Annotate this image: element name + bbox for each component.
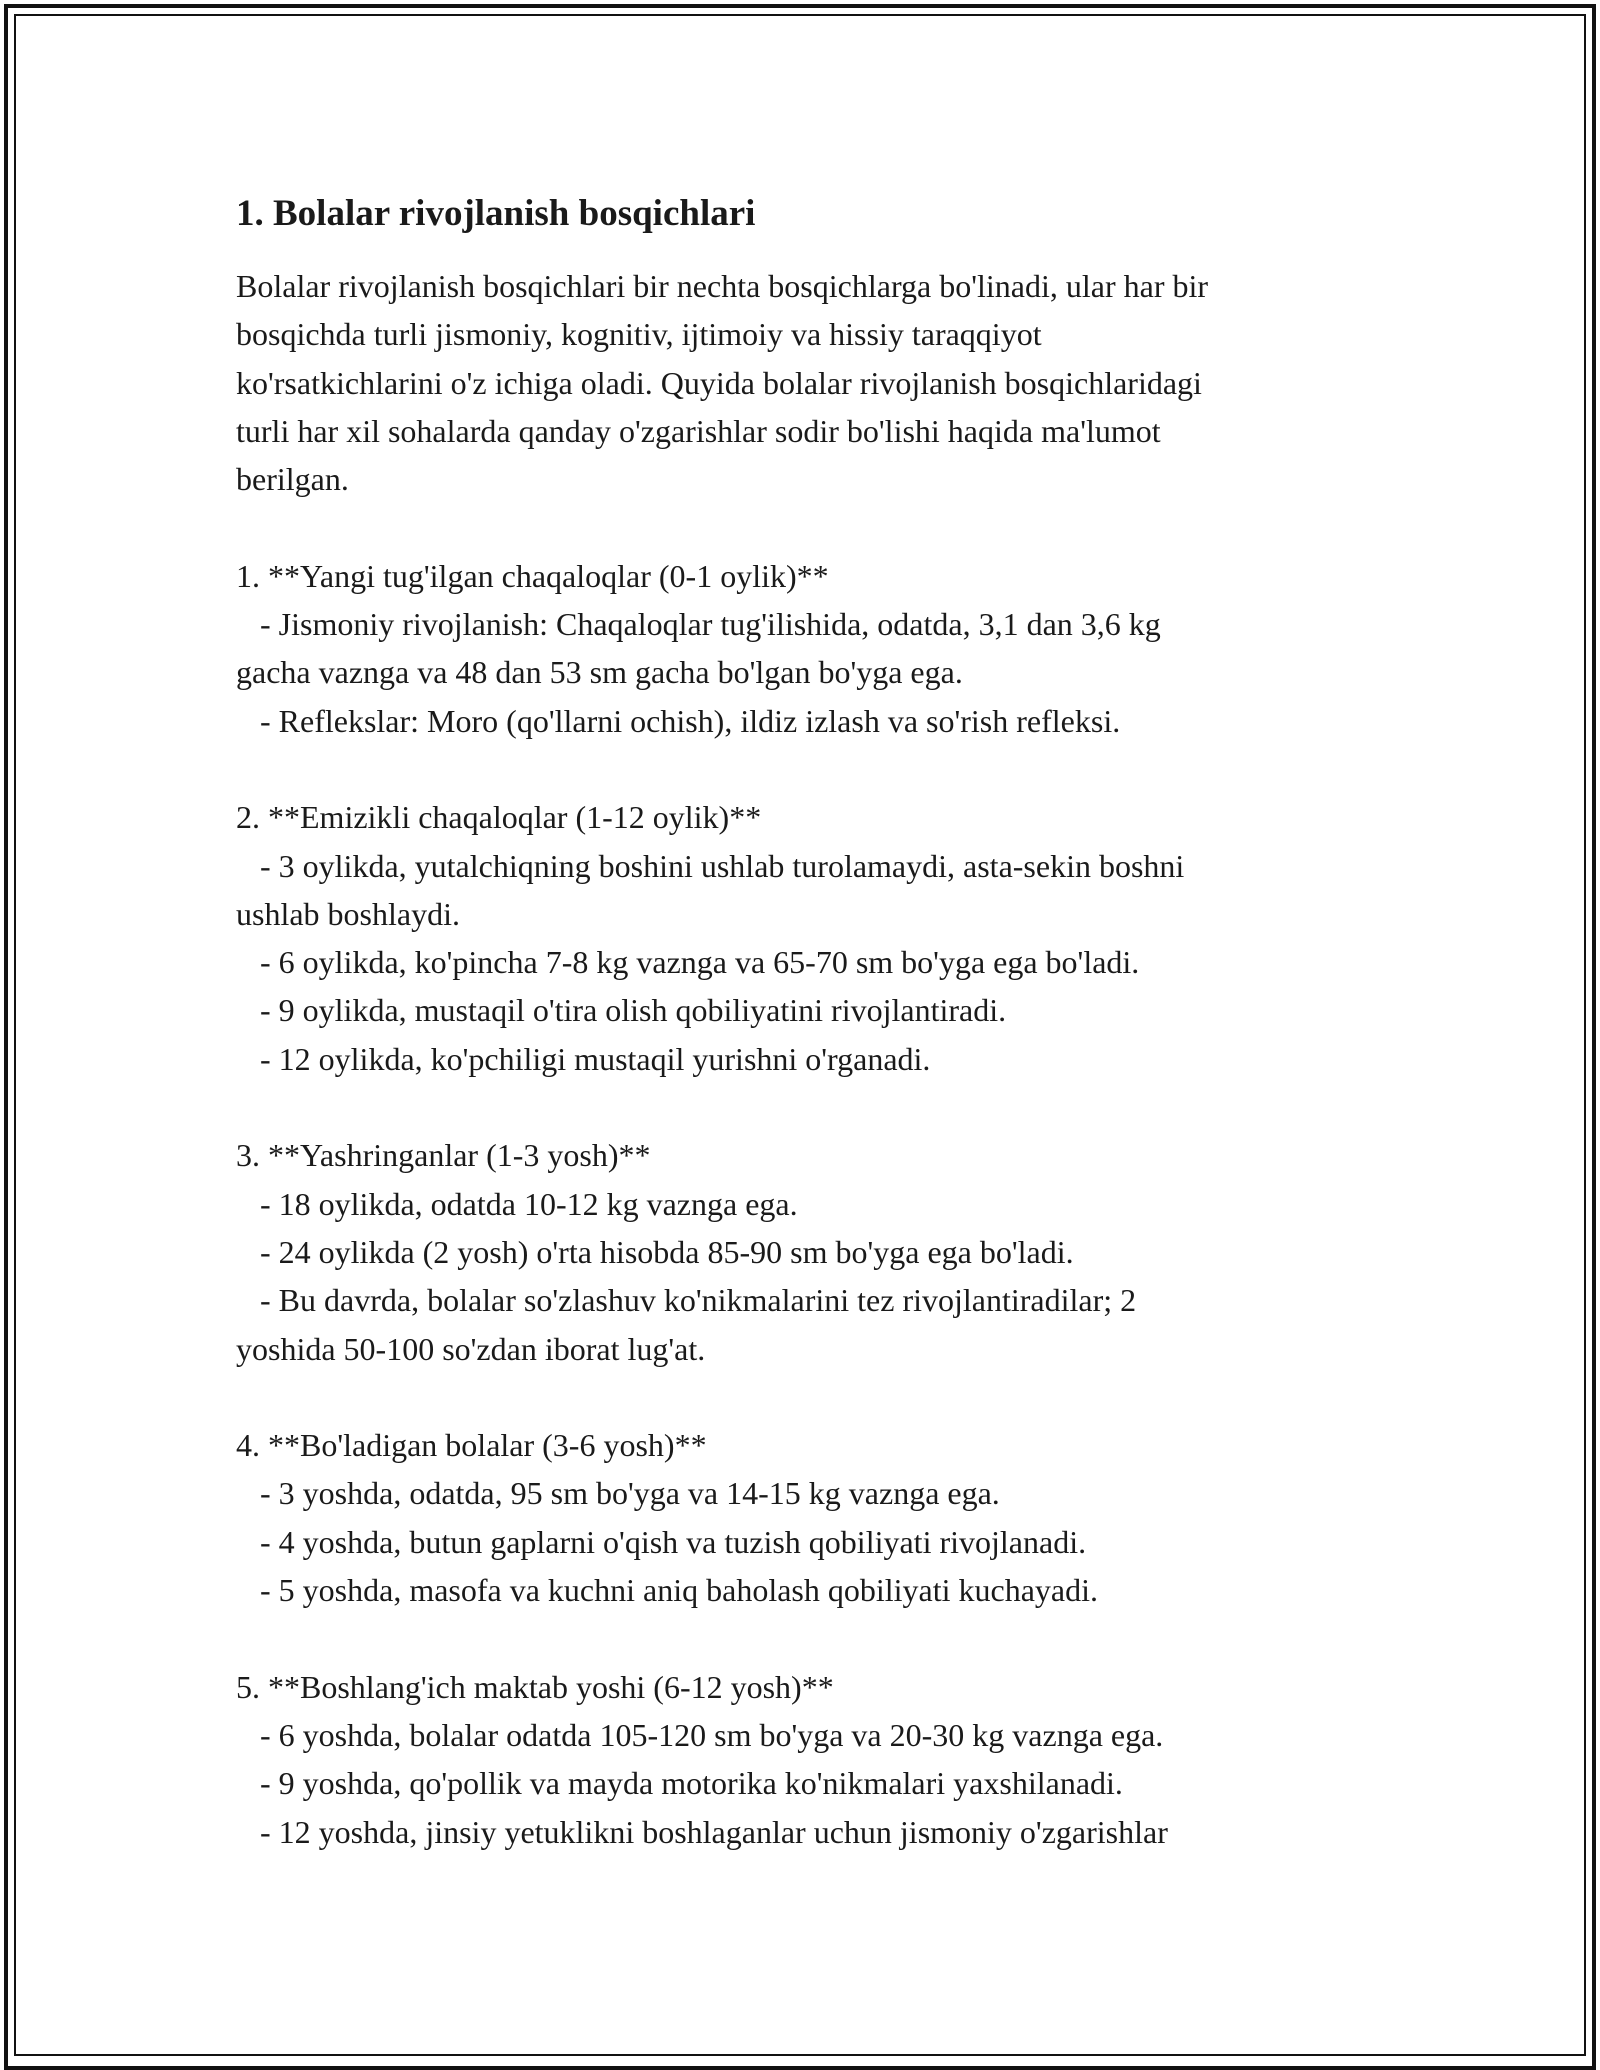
text-line: - 3 yoshda, odatda, 95 sm bo'yga va 14-15 kg vaznga ega.	[236, 1475, 1000, 1512]
text-line: 3. **Yashringanlar (1-3 yosh)**	[236, 1137, 651, 1174]
text-line: - 9 yoshda, qo'pollik va mayda motorika ko'nikmalari yaxshilanadi.	[236, 1765, 1123, 1802]
text-line: - Reflekslar: Moro (qo'llarni ochish), ildiz izlash va so'rish refleksi.	[236, 702, 1121, 739]
document-text	[236, 262, 1376, 1856]
text-line: - 3 oylikda, yutalchiqning boshini ushlab turolamaydi, asta-sekin boshni	[236, 847, 1185, 884]
document-body	[236, 190, 1376, 1856]
text-line: - 12 oylikda, ko'pchiligi mustaqil yurishni o'rganadi.	[236, 1040, 931, 1077]
text-line: - 9 oylikda, mustaqil o'tira olish qobiliyatini rivojlantiradi.	[236, 992, 1007, 1029]
text-line: Bolalar rivojlanish bosqichlari bir nechta bosqichlarga bo'linadi, ular har bir	[236, 268, 1209, 304]
text-line: ushlab boshlaydi.	[236, 895, 460, 932]
text-line: - 12 yoshda, jinsiy yetuklikni boshlaganlar uchun jismoniy o'zgarishlar	[236, 1813, 1168, 1850]
text-line: turli har xil sohalarda qanday o'zgarishlar sodir bo'lishi haqida ma'lumot	[236, 412, 1161, 449]
blank-line	[236, 1083, 1376, 1131]
text-line: berilgan.	[236, 461, 349, 498]
blank-line	[236, 1614, 1376, 1662]
text-line: 5. **Boshlang'ich maktab yoshi (6-12 yosh)**	[236, 1668, 834, 1705]
text-line: 4. **Bo'ladigan bolalar (3-6 yosh)**	[236, 1427, 707, 1464]
blank-line	[236, 503, 1376, 551]
text-line: ko'rsatkichlarini o'z ichiga oladi. Quyida bolalar rivojlanish bosqichlaridagi	[236, 364, 1202, 401]
text-line: - 5 yoshda, masofa va kuchni aniq baholash qobiliyati kuchayadi.	[236, 1572, 1099, 1609]
text-line: 2. **Emizikli chaqaloqlar (1-12 oylik)**	[236, 799, 762, 836]
text-line: yoshida 50-100 so'zdan iborat lug'at.	[236, 1330, 706, 1367]
text-line: 1. **Yangi tug'ilgan chaqaloqlar (0-1 oylik)**	[236, 557, 829, 594]
text-line: - 4 yoshda, butun gaplarni o'qish va tuzish qobiliyati rivojlanadi.	[236, 1523, 1087, 1560]
text-line: - 18 oylikda, odatda 10-12 kg vaznga ega.	[236, 1185, 798, 1222]
text-line: - Jismoniy rivojlanish: Chaqaloqlar tug'ilishida, odatda, 3,1 dan 3,6 kg	[236, 606, 1161, 643]
text-line: - 6 yoshda, bolalar odatda 105-120 sm bo'yga va 20-30 kg vaznga ega.	[236, 1716, 1164, 1753]
text-line: - 6 oylikda, ko'pincha 7-8 kg vaznga va 65-70 sm bo'yga ega bo'ladi.	[236, 944, 1140, 981]
blank-line	[236, 1373, 1376, 1421]
text-line: bosqichda turli jismoniy, kognitiv, ijtimoiy va hissiy taraqqiyot	[236, 316, 1042, 353]
page-title: 1. Bolalar rivojlanish bosqichlari	[236, 193, 756, 234]
text-line: - 24 oylikda (2 yosh) o'rta hisobda 85-90 sm bo'yga ega bo'ladi.	[236, 1233, 1074, 1270]
text-line: gacha vaznga va 48 dan 53 sm gacha bo'lgan bo'yga ega.	[236, 654, 963, 691]
blank-line	[236, 745, 1376, 793]
text-line: - Bu davrda, bolalar so'zlashuv ko'nikmalarini tez rivojlantiradilar; 2	[236, 1282, 1137, 1319]
